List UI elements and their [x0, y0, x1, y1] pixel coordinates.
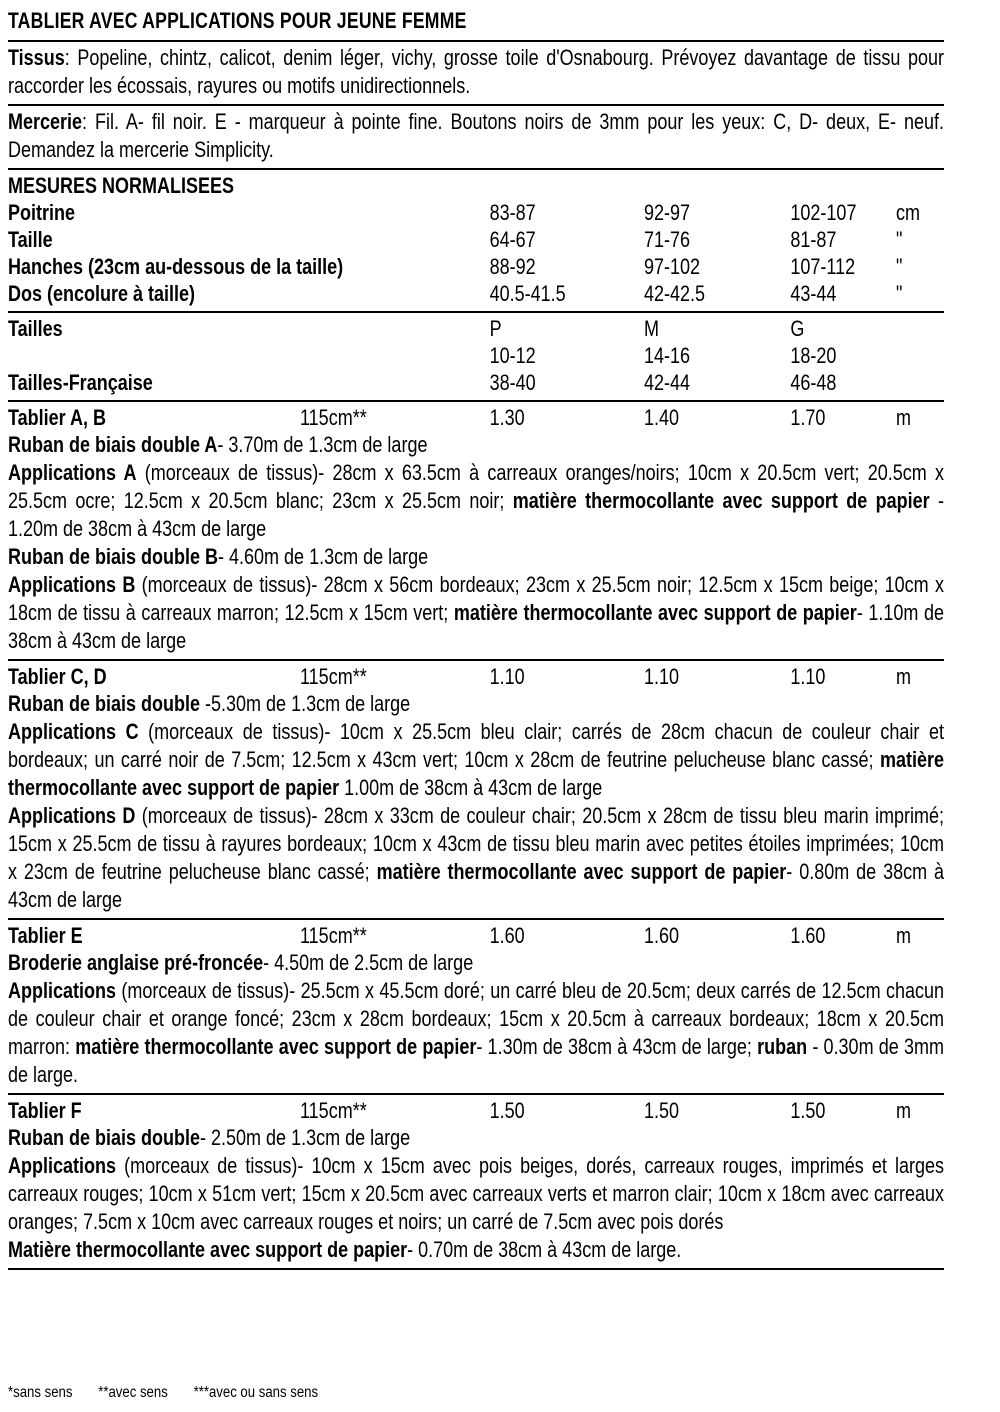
tissus-text: : Popeline, chintz, calicot, denim léger, vichy, grosse toile d'Osnabourg. Prévoyez davantage de tissu pour raccorder les écossais, rayures ou motifs unidirectionnels.	[8, 45, 944, 98]
yardage-g: 1.50	[790, 1098, 826, 1123]
measure-label: Hanches (23cm au-dessous de la taille)	[8, 254, 344, 279]
page-title: TABLIER AVEC APPLICATIONS POUR JEUNE FEMME	[8, 8, 467, 33]
applications-e-paragraph	[8, 977, 944, 1089]
size-letter-m: M	[644, 316, 659, 341]
fabric-width: 115cm**	[300, 1098, 367, 1123]
yardage-unit: m	[896, 923, 911, 948]
divider	[8, 104, 944, 106]
measure-g: 107-112	[790, 254, 856, 279]
broderie-text: - 4.50m de 2.5cm de large	[263, 950, 474, 975]
measure-p: 64-67	[489, 227, 536, 252]
ruban-cd-text: -5.30m de 1.3cm de large	[200, 691, 411, 716]
divider	[8, 1268, 944, 1270]
ruban-e-end: - 0.30m de 3mm de large.	[8, 1034, 944, 1087]
mesures-heading-row	[8, 172, 944, 199]
measure-unit: "	[896, 281, 903, 306]
measure-m: 92-97	[644, 200, 691, 225]
yardage-p: 1.10	[489, 664, 525, 689]
app-a-bold: matière thermocollante avec support de papier	[512, 488, 930, 513]
app-a-label: Applications A	[8, 460, 137, 485]
size-letter-p: P	[489, 316, 502, 341]
footnotes	[8, 1384, 340, 1402]
mercerie-paragraph	[8, 108, 944, 164]
footnote-avec-ou-sans-sens: ***avec ou sans sens	[193, 1384, 319, 1401]
measure-unit: cm	[896, 200, 920, 225]
app-b-text: (morceaux de tissus)- 28cm x 56cm bordeaux; 23cm x 25.5cm noir; 12.5cm x 15cm beige; 10cm x 18cm de tissu à carreaux marron; 12.5cm x 15cm vert;	[8, 572, 944, 625]
tablier-cd-row	[8, 663, 944, 690]
tablier-f-row	[8, 1097, 944, 1124]
divider	[8, 1093, 944, 1095]
yardage-m: 1.40	[644, 405, 680, 430]
size-number-m: 14-16	[644, 343, 691, 368]
divider	[8, 400, 944, 402]
matiere-f-label: Matière thermocollante avec support de papier	[8, 1237, 408, 1262]
yardage-p: 1.60	[489, 923, 525, 948]
tablier-ab-row	[8, 404, 944, 431]
measure-row	[8, 226, 944, 253]
ruban-e-bold: ruban	[757, 1034, 808, 1059]
ruban-a-line	[8, 431, 944, 459]
yardage-m: 1.60	[644, 923, 680, 948]
yardage-g: 1.70	[790, 405, 826, 430]
ruban-cd-label: Ruban de biais double	[8, 691, 201, 716]
ruban-b-label: Ruban de biais double B	[8, 544, 219, 569]
measure-unit: "	[896, 227, 903, 252]
measure-p: 88-92	[489, 254, 536, 279]
app-b-label: Applications B	[8, 572, 136, 597]
fabric-width: 115cm**	[300, 405, 367, 430]
measure-m: 97-102	[644, 254, 701, 279]
measure-m: 71-76	[644, 227, 691, 252]
divider	[8, 659, 944, 661]
app-b-bold: matière thermocollante avec support de papier	[453, 600, 857, 625]
tablier-e-label: Tablier E	[8, 923, 83, 948]
ruban-f-text: - 2.50m de 1.3cm de large	[200, 1125, 411, 1150]
size-number-g: 18-20	[790, 343, 837, 368]
fabric-width: 115cm**	[300, 664, 367, 689]
measure-unit: "	[896, 254, 903, 279]
app-c-end: 1.00m de 38cm à 43cm de large	[339, 775, 603, 800]
ruban-f-label: Ruban de biais double	[8, 1125, 201, 1150]
fabric-width: 115cm**	[300, 923, 367, 948]
matiere-f-text: - 0.70m de 38cm à 43cm de large.	[407, 1237, 682, 1262]
measure-g: 81-87	[790, 227, 837, 252]
divider	[8, 168, 944, 170]
applications-f-paragraph	[8, 1152, 944, 1236]
broderie-line	[8, 949, 944, 977]
applications-d-paragraph	[8, 802, 944, 914]
app-c-bold: matière thermocollante avec support de papier	[8, 747, 944, 800]
tailles-fr-row	[8, 369, 944, 396]
app-a-text: (morceaux de tissus)- 28cm x 63.5cm à carreaux oranges/noirs; 10cm x 20.5cm vert; 20.5cm x 25.5cm ocre; 12.5cm x 20.5cm blanc; 23cm x 25.5cm noir;	[8, 460, 945, 513]
ruban-a-text: - 3.70m de 1.3cm de large	[217, 432, 428, 457]
app-c-label: Applications C	[8, 719, 139, 744]
broderie-label: Broderie anglaise pré-froncée	[8, 950, 264, 975]
tailles-label: Tailles	[8, 316, 63, 341]
yardage-unit: m	[896, 405, 911, 430]
yardage-unit: m	[896, 1098, 911, 1123]
measure-p: 40.5-41.5	[489, 281, 566, 306]
size-number-p: 10-12	[489, 343, 536, 368]
measure-g: 102-107	[790, 200, 857, 225]
ruban-cd-line	[8, 690, 944, 718]
tailles-fr-label: Tailles-Française	[8, 370, 153, 395]
footnote-sans-sens: *sans sens	[8, 1384, 73, 1401]
yardage-g: 1.60	[790, 923, 826, 948]
yardage-g: 1.10	[790, 664, 826, 689]
size-fr-p: 38-40	[489, 370, 536, 395]
measure-p: 83-87	[489, 200, 536, 225]
measure-label: Taille	[8, 227, 53, 252]
ruban-b-line	[8, 543, 944, 571]
app-d-label: Applications D	[8, 803, 136, 828]
ruban-f-line	[8, 1124, 944, 1152]
measure-label: Dos (encolure à taille)	[8, 281, 196, 306]
ruban-b-text: - 4.60m de 1.3cm de large	[218, 544, 429, 569]
app-e-label: Applications	[8, 978, 117, 1003]
measure-g: 43-44	[790, 281, 837, 306]
tailles-row	[8, 315, 944, 342]
size-fr-g: 46-48	[790, 370, 837, 395]
applications-c-paragraph	[8, 718, 944, 802]
measure-label: Poitrine	[8, 200, 76, 225]
tablier-f-label: Tablier F	[8, 1098, 82, 1123]
app-b-end: - 1.10m de 38cm à 43cm de large	[8, 600, 944, 653]
divider	[8, 40, 944, 42]
ruban-a-label: Ruban de biais double A	[8, 432, 218, 457]
pattern-sheet	[8, 6, 945, 1272]
tissus-label: Tissus	[8, 45, 65, 70]
applications-a-paragraph	[8, 459, 944, 543]
yardage-p: 1.30	[489, 405, 525, 430]
applications-b-paragraph	[8, 571, 944, 655]
app-c-text: (morceaux de tissus)- 10cm x 25.5cm bleu clair; carrés de 28cm chacun de couleur chair et bordeaux; un carré noir de 7.5cm; 12.5cm x 43cm vert; 10cm x 28cm de feutrine pelucheuse blanc cassé;	[8, 719, 944, 772]
tissus-paragraph	[8, 44, 944, 100]
yardage-p: 1.50	[489, 1098, 525, 1123]
app-f-text: (morceaux de tissus)- 10cm x 15cm avec pois beiges, dorés, carreaux rouges, imprimés et larges carreaux rouges; 10cm x 51cm vert; 15cm x 20.5cm avec carreaux verts et marron clair; 10cm x 18cm avec carreaux oranges; 7.5cm x 10cm avec carreaux rouges et noirs; un carré de 7.5cm avec pois dorés	[8, 1153, 944, 1234]
app-e-mid: - 1.30m de 38cm à 43cm de large;	[476, 1034, 758, 1059]
tablier-cd-label: Tablier C, D	[8, 664, 107, 689]
yardage-m: 1.10	[644, 664, 680, 689]
app-e-bold: matière thermocollante avec support de papier	[75, 1034, 477, 1059]
measure-m: 42-42.5	[644, 281, 706, 306]
measure-row	[8, 280, 944, 307]
mercerie-text: : Fil. A- fil noir. E - marqueur à pointe fine. Boutons noirs de 3mm pour les yeux: C, D- deux, E- neuf. Demandez la mercerie Simplicity.	[8, 109, 945, 162]
footnote-avec-sens: **avec sens	[98, 1384, 168, 1401]
yardage-m: 1.50	[644, 1098, 680, 1123]
app-f-label: Applications	[8, 1153, 117, 1178]
measure-row	[8, 199, 944, 226]
app-d-text: (morceaux de tissus)- 28cm x 33cm de couleur chair; 20.5cm x 28cm de tissu bleu marin imprimé; 15cm x 25.5cm de tissu à rayures bordeaux; 10cm x 43cm de tissu bleu marin avec petites étoiles imprimées; 10cm x 23cm de feutrine pelucheuse blanc cassé;	[8, 803, 945, 884]
app-d-bold: matière thermocollante avec support de papier	[376, 859, 787, 884]
app-d-end: - 0.80m de 38cm à 43cm de large	[8, 859, 945, 912]
divider	[8, 918, 944, 920]
size-fr-m: 42-44	[644, 370, 691, 395]
tablier-ab-label: Tablier A, B	[8, 405, 107, 430]
size-letter-g: G	[790, 316, 805, 341]
divider	[8, 311, 944, 313]
mesures-heading: MESURES NORMALISEES	[8, 173, 235, 198]
tailles-numbers-row	[8, 342, 944, 369]
yardage-unit: m	[896, 664, 911, 689]
app-e-text: (morceaux de tissus)- 25.5cm x 45.5cm doré; un carré bleu de 20.5cm; deux carrés de 12.5cm chacun de couleur chair et orange foncé; 23cm x 28cm bordeaux; 15cm x 20.5cm à carreaux bordeaux; 18cm x 20.5cm marron:	[8, 978, 944, 1059]
tablier-e-row	[8, 922, 944, 949]
measure-row	[8, 253, 944, 280]
mercerie-label: Mercerie	[8, 109, 83, 134]
app-a-end: - 1.20m de 38cm à 43cm de large	[8, 488, 944, 541]
matiere-f-line	[8, 1236, 944, 1264]
